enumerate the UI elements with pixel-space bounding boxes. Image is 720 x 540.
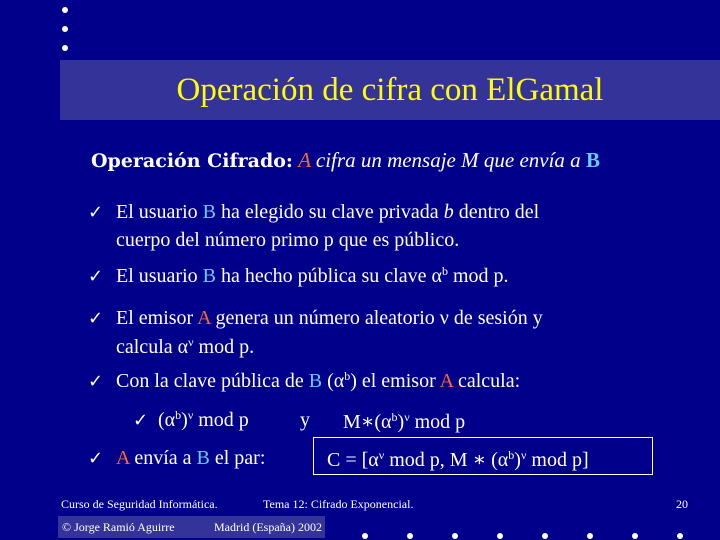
bullet-2-line-1 [116, 265, 509, 288]
bullet-1-line-1 [116, 201, 539, 224]
superscript: b [175, 408, 182, 422]
superscript: ν [520, 448, 527, 462]
check-icon: ✓ [133, 410, 149, 431]
bullet-text: ha hecho pública su clave [216, 265, 432, 287]
bullet-text: ha elegido su clave privada [216, 201, 444, 223]
subtitle-lead: Operación Cifrado: [91, 150, 293, 172]
decor-dot [407, 533, 413, 539]
bullet-A: A [439, 370, 453, 392]
bullet-text: genera un número aleatorio ν de sesión y [210, 307, 543, 329]
footer-place: Madrid (España) 2002 [214, 520, 322, 534]
formula-part: mod p [409, 411, 466, 433]
footer-course: Curso de Seguridad Informática. [61, 497, 218, 511]
bullet-text: El usuario [116, 201, 203, 223]
decor-dot [62, 26, 68, 32]
bullet-B: B [196, 447, 210, 469]
formula-part: mod p, M ∗ (α [384, 449, 509, 471]
decor-dot [632, 533, 638, 539]
subbullet-y: y [300, 409, 310, 431]
bullet-text: envía a [129, 447, 197, 469]
superscript: ν [404, 410, 410, 424]
check-icon: ✓ [88, 308, 104, 329]
subtitle-rest: cifra un mensaje M que envía a [310, 148, 586, 172]
last-bullet-text [116, 447, 265, 470]
subtitle-B: B [585, 148, 600, 172]
bullet-1-line-2: cuerpo del número primo p que es público. [116, 229, 460, 251]
formula-part: ) [514, 449, 521, 471]
check-icon: ✓ [88, 371, 104, 392]
bullet-text: calcula [116, 336, 178, 358]
bullet-text: El usuario [116, 265, 203, 287]
decor-dot [542, 533, 548, 539]
footer-topic: Tema 12: Cifrado Exponencial. [263, 497, 414, 511]
formula-part: mod p] [526, 449, 589, 471]
decor-dot [62, 7, 68, 13]
bullet-B: B [202, 201, 216, 223]
decor-dot [452, 533, 458, 539]
formula-part: ) [397, 411, 405, 433]
bullet-text: Con la clave pública de [116, 370, 309, 392]
subbullet-formula-1 [158, 409, 249, 432]
subbullet-formula-2 [343, 409, 465, 434]
bullet-text: dentro del [453, 201, 540, 223]
decor-dot [677, 533, 683, 539]
decor-dot [497, 533, 503, 539]
decor-dot [587, 533, 593, 539]
superscript: b [344, 369, 351, 383]
bullet-A: A [116, 447, 130, 469]
bullet-text: calcula: [452, 370, 521, 392]
bullet-text: El emisor [116, 307, 198, 329]
footer-author: © Jorge Ramió Aguirre [62, 520, 175, 534]
bullet-3-line-2 [116, 336, 254, 359]
decor-dot [362, 533, 368, 539]
bullet-text: (α [322, 370, 345, 392]
bullet-A: A [197, 307, 211, 329]
alpha-symbol: α [177, 336, 189, 358]
superscript: ν [187, 408, 194, 422]
subtitle-A: A [298, 148, 311, 172]
check-icon: ✓ [88, 448, 104, 469]
superscript: b [391, 410, 398, 424]
formula-part: ) [181, 409, 188, 431]
bullet-4-line-1 [116, 370, 520, 393]
check-icon: ✓ [88, 266, 104, 287]
superscript: ν [188, 335, 194, 349]
superscript: b [508, 448, 515, 462]
formula-part: M∗(α [343, 411, 392, 433]
bullet-text: mod p. [193, 336, 255, 358]
bullet-text: mod p. [447, 265, 509, 287]
formula-part: C = [α [327, 449, 379, 471]
formula-part: (α [158, 409, 176, 431]
bullet-B: B [308, 370, 323, 392]
formula-part: mod p [193, 409, 249, 431]
bullet-text: ) el emisor [350, 370, 440, 392]
bullet-B: B [202, 265, 216, 287]
decor-dot [62, 45, 68, 51]
superscript: b [441, 264, 448, 278]
ciphertext-formula [327, 447, 589, 472]
superscript: ν [378, 448, 385, 462]
slide-title: Operación de cifra con ElGamal [176, 71, 604, 108]
bullet-3-line-1 [116, 307, 543, 330]
slide-subtitle [91, 148, 600, 173]
subtitle-body [298, 148, 586, 172]
bullet-b: b [443, 201, 454, 223]
bullet-text: el par: [209, 447, 266, 469]
check-icon: ✓ [88, 202, 104, 223]
footer-page-number: 20 [676, 497, 688, 511]
alpha-symbol: α [431, 265, 442, 287]
